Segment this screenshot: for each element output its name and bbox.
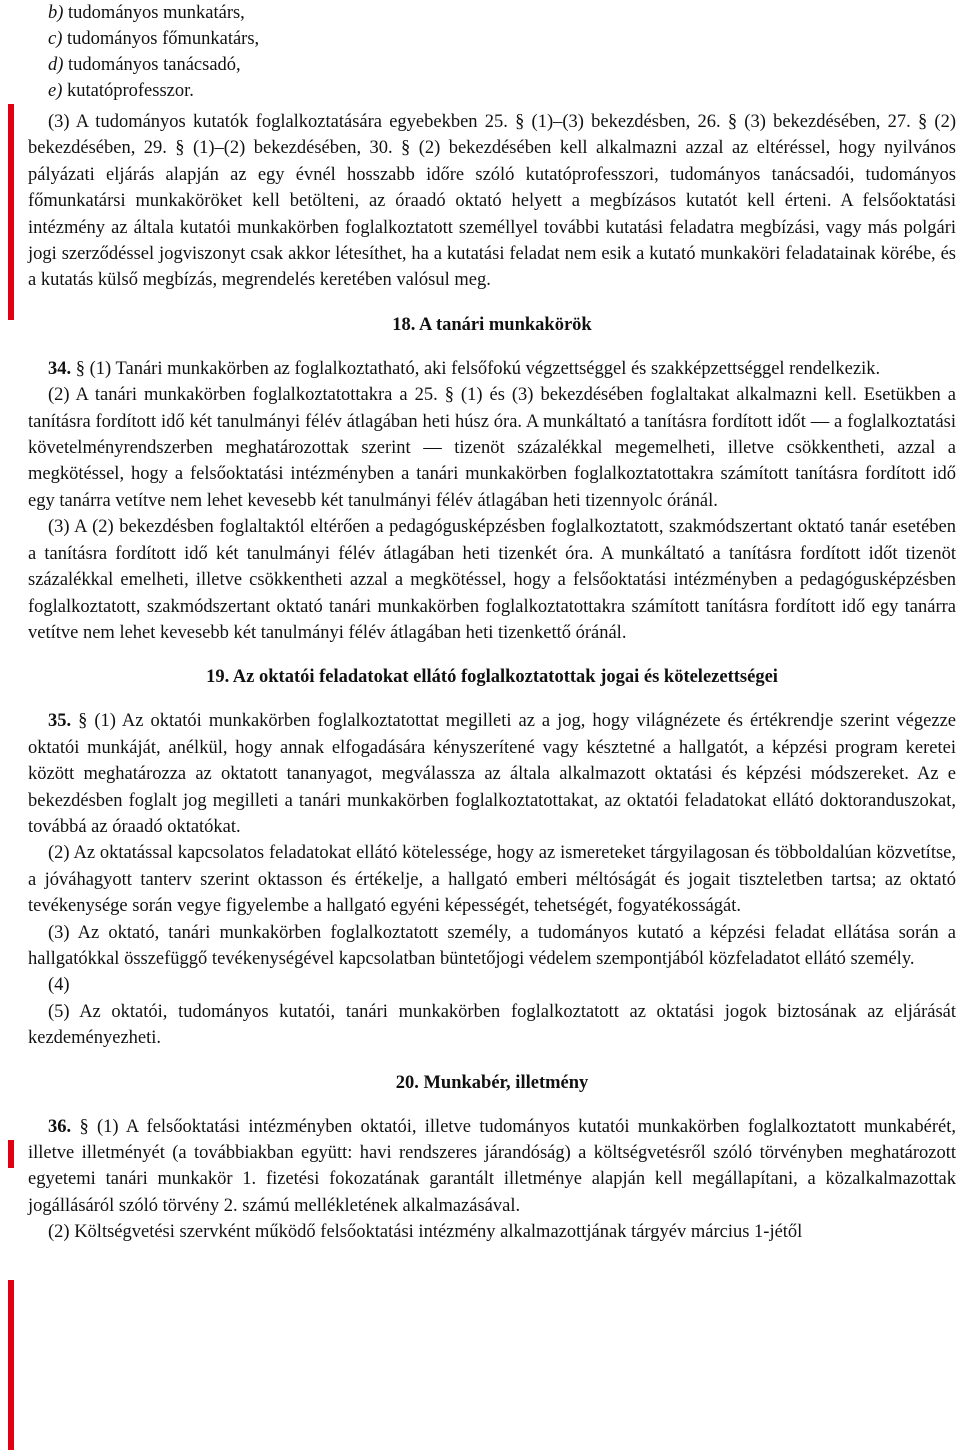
section-34-paragraph-2: (2) A tanári munkakörben foglalkoztatottakra a 25. § (1) és (3) bekezdésében foglaltakat alkalmazni kell. Esetükben a tanításra fordított idő két tanulmányi félév átlagában heti húsz óra. A munkáltató a tanításra fordított időt — a foglalkoztatási követelményrendszerben meghatározottak szerint — tizenöt százalékkal megemelheti, illetve csökkentheti, azzal a megkötéssel, hogy a felsőoktatási intézményben a tanári munkakörben foglalkoztatottakra számított tanításra fordított idő egy tanárra vetítve nem lehet kevesebb két tanulmányi félév átlagában heti tizennyolc óránál. <box>28 385 956 511</box>
list-item: d) tudományos tanácsadó, <box>48 55 241 75</box>
section-36-paragraph-1: 36. § (1) A felsőoktatási intézményben oktatói, illetve tudományos kutatói munkakörben foglalkoztatott munkabérét, illetve illetményét (a továbbiakban együtt: havi rendszeres járandóság) a költségvetésről szóló törvényben meghatározott egyetemi tanári munkakör 1. fizetési fokozatának garantált illetménye alapján kell megállapítani, a közalkalmazottak jogállásáról szóló törvény 2. számú mellékletének alkalmazásával. <box>28 1116 956 1216</box>
section-35-paragraph-4: (4) <box>48 975 70 996</box>
section-heading-20: 20. Munkabér, illetmény <box>395 1072 589 1093</box>
section-heading-18: 18. A tanári munkakörök <box>392 314 592 335</box>
section-35-paragraph-1: 35. § (1) Az oktatói munkakörben foglalkoztatottat megilleti az a jog, hogy világnézete és értékrendje szerint végezze oktatói munkáját, anélkül, hogy annak elfogadására kényszerítené vagy késztetné a hallgatót, a képzési program keretei között meghatározza az oktatott tananyagot, megválassza az általa alkalmazott oktatási és képzési módszereket. Az e bekezdésben foglalt jog megilleti a tanári munkakörben foglalkoztatottakat, az oktatói feladatokat ellátó doktoranduszokat, továbbá az óraadó oktatókat. <box>28 711 956 837</box>
section-number: 34. <box>48 358 72 379</box>
paragraph-33-3: (3) A tudományos kutatók foglalkoztatására egyebekben 25. § (1)–(3) bekezdésben, 26. § (3) bekezdésében, 27. § (2) bekezdésében, 29. § (1)–(2) bekezdésében, 30. § (2) bekezdésében kell alkalmazni azzal az eltéréssel, hogy nyilvános pályázati eljárás alapján az egy évnél hosszabb időre szóló kutatóprofesszori, tudományos tanácsadói, tudományos főmunkatársi munkaköröket kell betölteni, az óraadó oktató helyett a megbízásos kutatót kell érteni. A felsőoktatási intézmény az általa kutatói munkakörben foglalkoztatott személlyel további kutatási feladatra megbízási, vagy más polgári jogi szerződéssel jogviszonyt csak akkor létesíthet, ha a kutatási feladat nem esik a kutató munkaköri feladatainak körébe, és a kutatás külső megbízás, megrendelés keretében valósul meg. <box>28 112 956 291</box>
section-34-paragraph-3: (3) A (2) bekezdésben foglaltaktól eltérően a pedagógusképzésben foglalkoztatott, szakmódszertant oktató tanár esetében a tanításra fordított idő két tanulmányi félév átlagában heti tizenkét óra. A munkáltató a tanításra fordított időt tizenöt százalékkal emelheti, illetve csökkentheti azzal a megkötéssel, hogy a felsőoktatási intézményben a pedagógusképzésben foglalkoztatott, szakmódszertant oktató tanári munkakörben foglalkoztatottakra számított tanításra fordított idő egy tanárra vetítve nem lehet kevesebb két tanulmányi félév átlagában heti tizenkettő óránál. <box>28 517 956 643</box>
change-marker-bar <box>8 1140 14 1168</box>
list-item: e) kutatóprofesszor. <box>48 81 194 101</box>
section-number: 36. <box>48 1116 72 1137</box>
section-heading-19: 19. Az oktatói feladatokat ellátó foglalkoztatottak jogai és kötelezettségei <box>206 667 778 688</box>
section-34-paragraph-1: 34. § (1) Tanári munkakörben az foglalkoztatható, aki felsőfokú végzettséggel és szakképzettséggel rendelkezik. <box>48 358 881 379</box>
change-marker-bar <box>8 104 14 320</box>
list-letter: e) <box>48 81 63 101</box>
section-35-paragraph-2: (2) Az oktatással kapcsolatos feladatokat ellátó kötelessége, hogy az ismereteket tárgyilagosan és többoldalúan közvetítse, a jóváhagyott tanterv szerint oktasson és értékelje, a hallgató emberi méltóságát és jogait tiszteletben tartsa; az oktató tevékenysége során vegye figyelembe a hallgató egyéni képességét, tehetségét, fogyatékosságát. <box>28 843 956 917</box>
section-36-paragraph-2: (2) Költségvetési szervként működő felsőoktatási intézmény alkalmazottjának tárgyév március 1-jétől <box>48 1222 803 1243</box>
list-letter: d) <box>48 55 64 75</box>
list-item: b) tudományos munkatárs, <box>48 3 245 23</box>
list-letter: c) <box>48 29 63 49</box>
section-35-paragraph-3: (3) Az oktató, tanári munkakörben foglalkoztatott személy, a tudományos kutató a képzési feladat ellátása során a hallgatókkal összefüggő tevékenységével kapcsolatban büntetőjogi védelem szempontjából közfeladatot ellátó személy. <box>28 922 956 969</box>
section-number: 35. <box>48 711 72 732</box>
list-letter: b) <box>48 3 64 23</box>
change-marker-bar <box>8 1280 14 1450</box>
section-35-paragraph-5: (5) Az oktatói, tudományos kutatói, tanári munkakörben foglalkoztatott az oktatási jogok biztosának az eljárását kezdeményezheti. <box>28 1001 956 1049</box>
list-item: c) tudományos főmunkatárs, <box>48 29 260 49</box>
document-page <box>28 0 956 1246</box>
